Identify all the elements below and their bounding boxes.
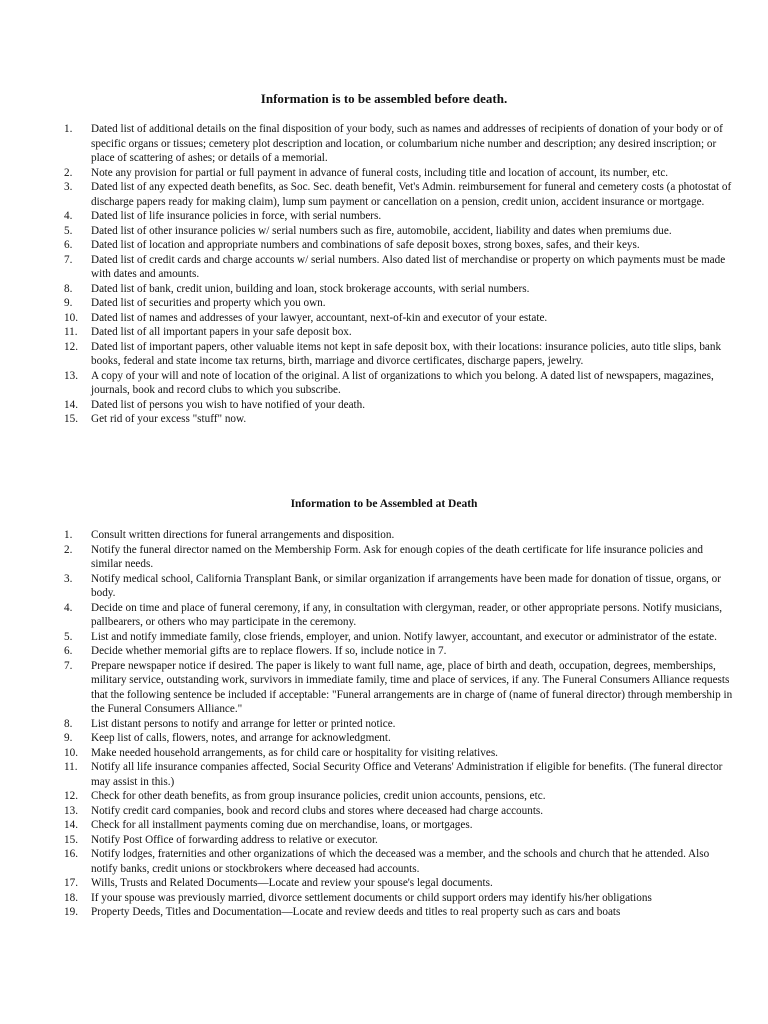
list-item-number: 12. xyxy=(64,340,78,353)
list-item-text: Dated list of securities and property which you own. xyxy=(91,297,326,309)
list-item-number: 14. xyxy=(64,398,78,411)
list-item xyxy=(64,166,734,181)
list-item xyxy=(64,572,734,601)
list-item-text: Dated list of location and appropriate numbers and combinations of safe deposit boxes, strong boxes, safes, and their keys. xyxy=(91,239,640,251)
list-item-text: Notify lodges, fraternities and other organizations of which the deceased was a member, and the schools and church that he attended. Also notify banks, credit unions or stockbrokers where deceased had accounts. xyxy=(91,848,710,875)
list-item xyxy=(64,238,734,253)
section-before-title: Information is to be assembled before death. xyxy=(260,91,508,106)
list-item-number: 16. xyxy=(64,848,78,860)
list-item-number: 4. xyxy=(64,601,73,614)
list-item-text: Notify the funeral director named on the Membership Form. Ask for enough copies of the death certificate for life insurance policies and similar needs. xyxy=(91,543,704,570)
list-item-number: 19. xyxy=(64,906,78,918)
list-item xyxy=(64,543,734,572)
list-item xyxy=(64,122,734,166)
list-item xyxy=(64,412,734,427)
list-item-number: 11. xyxy=(64,761,78,773)
list-item xyxy=(64,876,734,891)
section-at-title: Information to be Assembled at Death xyxy=(290,498,478,510)
list-item xyxy=(64,224,734,239)
list-item xyxy=(64,601,734,630)
list-item-text: Notify Post Office of forwarding address to relative or executor. xyxy=(91,833,378,846)
list-item-text: Prepare newspaper notice if desired. The paper is likely to want full name, age, place of birth and death, occupation, degrees, memberships, military service, outstanding work, survivors in immediate family, time and place of services, if any. The Funeral Consumers Alliance requests that the following sentence be included if acceptable: "Funeral arrangements are in charge of (name of funeral director) through membership in the Funeral Consumers Alliance." xyxy=(91,659,733,715)
list-item-number: 11. xyxy=(64,326,78,338)
list-item-text: Dated list of credit cards and charge accounts w/ serial numbers. Also dated list of merchandise or property on which payments must be made with dates and amounts. xyxy=(91,253,726,280)
list-item-text: Keep list of calls, flowers, notes, and arrange for acknowledgment. xyxy=(91,732,391,744)
list-item xyxy=(64,731,734,746)
list-item-number: 13. xyxy=(64,804,78,817)
list-item-text: A copy of your will and note of location of the original. A list of organizations to which you belong. A dated list of newspapers, magazines, journals, book and record clubs to which you subscribe. xyxy=(91,369,714,396)
list-item-number: 6. xyxy=(64,239,73,251)
list-item-number: 8. xyxy=(64,282,73,295)
at-death-list xyxy=(64,528,734,920)
list-item xyxy=(64,746,734,761)
list-item-text: Check for other death benefits, as from group insurance policies, credit union accounts, pensions, etc. xyxy=(91,790,546,802)
list-item-text: Consult written directions for funeral arrangements and disposition. xyxy=(91,529,395,541)
list-item-text: Dated list of any expected death benefits, as Soc. Sec. death benefit, Vet's Admin. reimbursement for funeral and cemetery costs (a photostat of discharge papers ready for making claim), lump sum payment or cancellation on a pension, credit union, accident insurance or mortgage. xyxy=(91,181,732,208)
list-item-text: Check for all installment payments coming due on merchandise, loans, or mortgages. xyxy=(91,819,473,831)
list-item-number: 12. xyxy=(64,790,78,802)
list-item xyxy=(64,398,734,413)
list-item-number: 9. xyxy=(64,732,73,744)
list-item-text: Decide on time and place of funeral ceremony, if any, in consultation with clergyman, reader, or other appropriate persons. Notify musicians, pallbearers, or others who may participate in the ceremony. xyxy=(91,601,723,628)
list-item-text: Note any provision for partial or full payment in advance of funeral costs, including title and location of account, its number, etc. xyxy=(91,166,669,179)
list-item-number: 5. xyxy=(64,224,73,237)
list-item-number: 18. xyxy=(64,891,78,904)
list-item-number: 15. xyxy=(64,413,78,425)
list-item xyxy=(64,891,734,906)
list-item-number: 1. xyxy=(64,529,73,541)
list-item-text: Dated list of life insurance policies in force, with serial numbers. xyxy=(91,210,382,222)
list-item-number: 1. xyxy=(64,123,73,135)
list-item xyxy=(64,717,734,732)
list-item-number: 6. xyxy=(64,645,73,657)
list-item xyxy=(64,789,734,804)
list-item-number: 13. xyxy=(64,369,78,382)
list-item-text: Notify credit card companies, book and record clubs and stores where deceased had charge accounts. xyxy=(91,804,544,817)
list-item-number: 15. xyxy=(64,833,78,846)
list-item-text: List distant persons to notify and arrange for letter or printed notice. xyxy=(91,717,396,730)
list-item-number: 7. xyxy=(64,253,73,266)
list-item-number: 2. xyxy=(64,543,73,556)
list-item xyxy=(64,528,734,543)
list-item xyxy=(64,253,734,282)
list-item xyxy=(64,847,734,876)
list-item-text: Dated list of other insurance policies w/ serial numbers such as fire, automobile, accident, liability and dates when premiums due. xyxy=(91,224,672,237)
list-item-number: 17. xyxy=(64,877,78,889)
list-item xyxy=(64,369,734,398)
list-item-number: 8. xyxy=(64,717,73,730)
list-item xyxy=(64,630,734,645)
list-item-number: 4. xyxy=(64,210,73,222)
list-item-text: Decide whether memorial gifts are to replace flowers. If so, include notice in 7. xyxy=(91,645,447,657)
list-item-text: If your spouse was previously married, divorce settlement documents or child support orders may identify his/her obligations xyxy=(91,891,652,904)
list-item-number: 3. xyxy=(64,181,73,193)
list-item-text: Make needed household arrangements, as for child care or hospitality for visiting relatives. xyxy=(91,746,498,759)
list-item-text: Dated list of bank, credit union, building and loan, stock brokerage accounts, with serial numbers. xyxy=(91,282,530,295)
list-item-number: 5. xyxy=(64,630,73,643)
list-item-number: 3. xyxy=(64,572,73,585)
list-item-text: Dated list of all important papers in your safe deposit box. xyxy=(91,326,352,338)
list-item xyxy=(64,311,734,326)
list-item xyxy=(64,209,734,224)
before-death-list xyxy=(64,122,734,427)
list-item xyxy=(64,818,734,833)
list-item-text: Dated list of additional details on the final disposition of your body, such as names and addresses of recipients of donation of your body or of specific organs or tissues; cemetery plot description and location, or columbarium niche number and description; any desired inscription; or place of scattering of ashes; or details of a memorial. xyxy=(91,123,723,164)
list-item xyxy=(64,760,734,789)
list-item-text: Dated list of persons you wish to have notified of your death. xyxy=(91,398,366,411)
list-item-number: 2. xyxy=(64,166,73,179)
list-item-text: Dated list of names and addresses of your lawyer, accountant, next-of-kin and executor of your estate. xyxy=(91,311,548,324)
list-item-number: 10. xyxy=(64,746,78,759)
list-item-number: 7. xyxy=(64,659,73,672)
list-item xyxy=(64,340,734,369)
list-item xyxy=(64,905,734,920)
list-item-number: 10. xyxy=(64,311,78,324)
list-item-text: List and notify immediate family, close friends, employer, and union. Notify lawyer, accountant, and executor or administrator of the estate. xyxy=(91,630,717,643)
list-item-number: 9. xyxy=(64,297,73,309)
list-item xyxy=(64,804,734,819)
list-item-text: Get rid of your excess "stuff" now. xyxy=(91,413,247,425)
list-item xyxy=(64,833,734,848)
list-item xyxy=(64,180,734,209)
list-item-text: Notify medical school, California Transplant Bank, or similar organization if arrangements have been made for donation of tissue, organs, or body. xyxy=(91,572,721,599)
list-item xyxy=(64,282,734,297)
list-item xyxy=(64,659,734,717)
list-item-text: Property Deeds, Titles and Documentation—Locate and review deeds and titles to real property such as cars and boats xyxy=(91,906,621,918)
list-item-text: Dated list of important papers, other valuable items not kept in safe deposit box, with their locations: insurance policies, auto title slips, bank books, federal and state income tax returns, birth, marriage and divorce certificates, discharge papers, jewelry. xyxy=(91,340,722,367)
list-item-text: Wills, Trusts and Related Documents—Locate and review your spouse's legal documents. xyxy=(91,877,493,889)
list-item-number: 14. xyxy=(64,819,78,831)
list-item xyxy=(64,644,734,659)
list-item xyxy=(64,296,734,311)
list-item-text: Notify all life insurance companies affected, Social Security Office and Veterans' Administration if eligible for benefits. (The funeral director may assist in this.) xyxy=(91,761,723,788)
list-item xyxy=(64,325,734,340)
